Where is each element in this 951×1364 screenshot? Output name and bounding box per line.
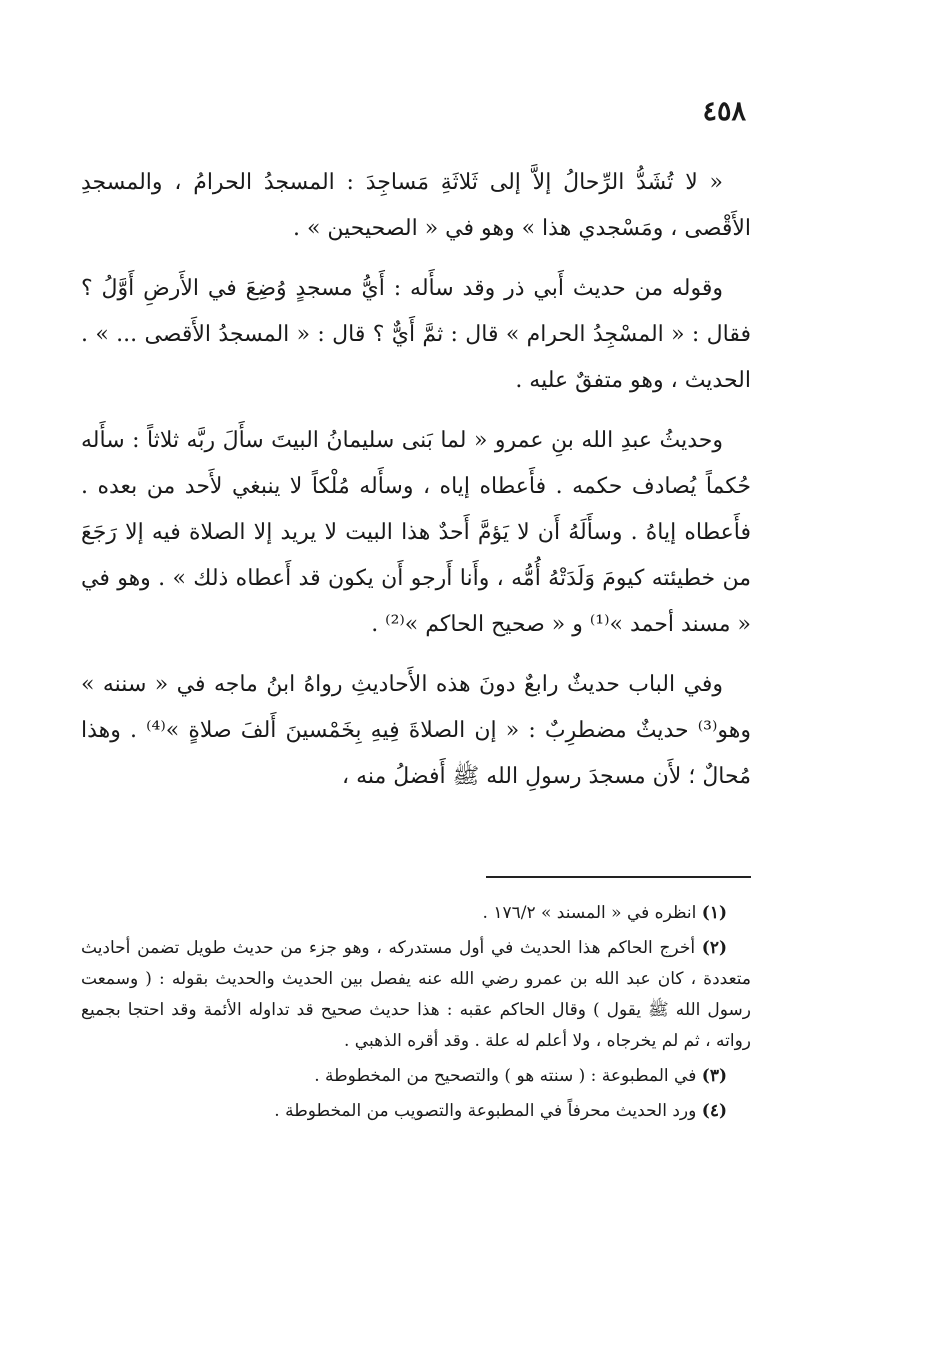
footnote-separator: [486, 876, 751, 878]
footnote-number: (١): [701, 903, 727, 923]
footnote-text: ورد الحديث محرفاً في المطبوعة والتصويب من المخطوطة .: [274, 1101, 697, 1121]
paragraph-1: « لا تُشَدُّ الرِّحالُ إلاَّ إلى ثَلاثَةِ مَساجِدَ : المسجدُ الحرامُ ، والمسجدِ الأَقْصى ، ومَسْجدي هذا » وهو في « الصحيحين » .: [81, 170, 751, 241]
footnote-text: انظره في « المسند » ١٧٦/٢ .: [482, 903, 697, 923]
footnote-4: [81, 1096, 751, 1127]
footnote-number: (٣): [701, 1066, 727, 1086]
footnote-text: في المطبوعة : ( سنته هو ) والتصحيح من المخطوطة .: [314, 1066, 697, 1086]
footnote-number: (٢): [701, 938, 727, 958]
footnote-1: [81, 898, 751, 929]
paragraph-2: وقوله من حديث أَبي ذر وقد سأَله : أَيُّ مسجدٍ وُضِعَ في الأَرضِ أَوَّلُ ؟ فقال : « المسْجِدُ الحرام » قال : ثمَّ أَيٌّ ؟ قال : « المسجدُ الأَقصى ... » . الحديث ، وهو متفقٌ عليه .: [81, 276, 751, 393]
footnote-3: [81, 1061, 751, 1092]
footnote-text: أخرج الحاكم هذا الحديث في أول مستدركه ، وهو جزء من حديث طويل تضمن أحاديث متعددة ، كان عبد الله بن عمرو رضي الله عنه يفصل بين الحديث والحديث بقوله : ( وسمعت رسول الله ﷺ يقول ) وقال الحاكم عقبه : هذا حديث صحيح قد تداوله الأئمة وقد احتجا بجميع رواته ، ثم لم يخرجاه ، ولا أعلم له علة . وقد أقره الذهبي .: [81, 938, 751, 1051]
footnote-number: (٤): [701, 1101, 727, 1121]
footnotes: [81, 898, 751, 1131]
paragraph-3: وحديثُ عبدِ الله بنِ عمرو « لما بَنى سليمانُ البيتَ سأَلَ ربَّه ثلاثاً : سأَله حُكماً يُصادف حكمه . فأَعطاه إياه ، وسأَله مُلْكاً لا ينبغي لأَحد من بعده . فأَعطاه إياهُ . وسأَلَهُ أَن لا يَؤمَّ أَحدٌ هذا البيت لا يريد إلا الصلاة فيه إلا رَجَعَ من خطيئته كيومَ وَلَدَتْهُ أُمُّه ، وأَنا أَرجو أَن يكون قد أَعطاه ذلك » . وهو في « مسند أحمد »⁽¹⁾ و « صحيح الحاكم »⁽²⁾ .: [81, 428, 751, 637]
page-number: ٤٥٨: [702, 96, 746, 127]
paragraph-4: وفي الباب حديثٌ رابعٌ دونَ هذه الأَحاديثِ رواهُ ابنُ ماجه في « سننه » وهو⁽³⁾ حديثٌ مضطرِبٌ : « إن الصلاةَ فِيهِ بِخَمْسينَ أَلفَ صلاةٍ »⁽⁴⁾ . وهذا مُحالٌ ؛ لأَن مسجدَ رسولِ الله ﷺ أَفضلُ منه ،: [81, 672, 751, 789]
main-text: [81, 160, 751, 814]
footnote-2: [81, 933, 751, 1057]
